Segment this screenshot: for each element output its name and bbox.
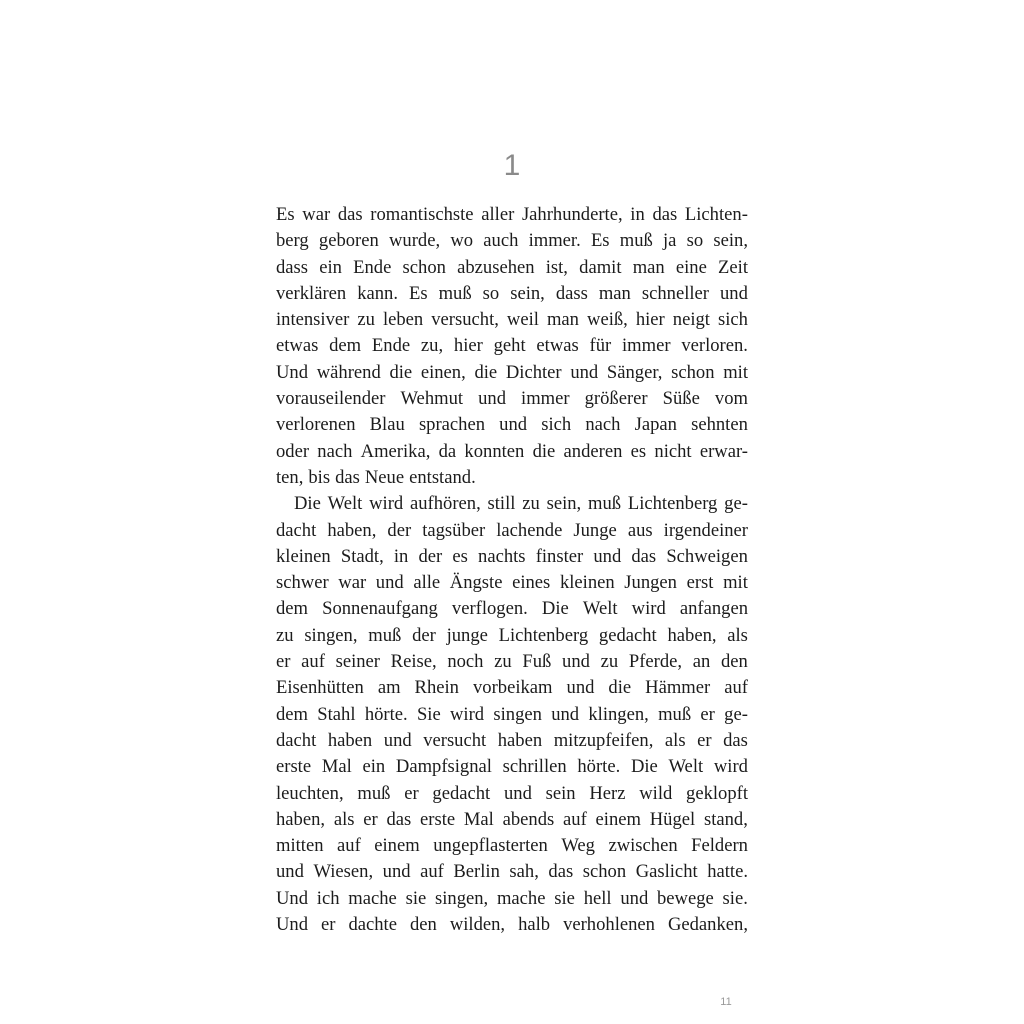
text-line: dacht haben und versucht haben mitzupfeifen, als er das bbox=[276, 729, 748, 751]
text-line: berg geboren wurde, wo auch immer. Es muß ja so sein, bbox=[276, 230, 748, 252]
text-line: zu singen, muß der junge Lichtenberg gedacht haben, als bbox=[276, 624, 748, 646]
text-line: dem Sonnenaufgang verflogen. Die Welt wird anfangen bbox=[276, 598, 748, 620]
text-line: mitten auf einem ungepflasterten Weg zwischen Feldern bbox=[276, 835, 748, 857]
page-number: 11 bbox=[720, 996, 732, 1008]
text-line: Und ich mache sie singen, mache sie hell und bewege sie. bbox=[276, 887, 748, 909]
text-line: dass ein Ende schon abzusehen ist, damit man eine Zeit bbox=[276, 256, 748, 278]
text-line: ten, bis das Neue entstand. bbox=[276, 466, 476, 488]
text-line: vorauseilender Wehmut und immer größerer Süße vom bbox=[276, 388, 748, 410]
text-line: und Wiesen, und auf Berlin sah, das schon Gaslicht hatte. bbox=[276, 861, 748, 883]
text-line: etwas dem Ende zu, hier geht etwas für immer verloren. bbox=[276, 335, 748, 357]
text-line: dem Stahl hörte. Sie wird singen und klingen, muß er ge- bbox=[276, 703, 748, 725]
text-line: Die Welt wird aufhören, still zu sein, muß Lichtenberg ge- bbox=[294, 493, 748, 515]
text-line: verklären kann. Es muß so sein, dass man schneller und bbox=[276, 282, 748, 304]
text-line: er auf seiner Reise, noch zu Fuß und zu Pferde, an den bbox=[276, 651, 748, 673]
paragraph-1 bbox=[276, 202, 748, 491]
text-line: Und während die einen, die Dichter und Sänger, schon mit bbox=[276, 361, 748, 383]
chapter-number: 1 bbox=[503, 149, 521, 182]
text-line: intensiver zu leben versucht, weil man weiß, hier neigt sich bbox=[276, 309, 748, 331]
text-line: oder nach Amerika, da konnten die anderen es nicht erwar- bbox=[276, 440, 748, 462]
text-line: leuchten, muß er gedacht und sein Herz wild geklopft bbox=[276, 782, 748, 804]
text-line: schwer war und alle Ängste eines kleinen Jungen erst mit bbox=[276, 572, 748, 594]
text-line: haben, als er das erste Mal abends auf einem Hügel stand, bbox=[276, 808, 748, 830]
text-line: dacht haben, der tagsüber lachende Junge aus irgendeiner bbox=[276, 519, 748, 541]
text-line: erste Mal ein Dampfsignal schrillen hörte. Die Welt wird bbox=[276, 756, 748, 778]
text-line: Es war das romantischste aller Jahrhunderte, in das Lichten- bbox=[276, 204, 748, 225]
paragraph-2 bbox=[276, 491, 748, 938]
text-line: verlorenen Blau sprachen und sich nach Japan sehnten bbox=[276, 414, 748, 436]
text-line: Und er dachte den wilden, halb verhohlenen Gedanken, bbox=[276, 914, 748, 936]
text-line: Eisenhütten am Rhein vorbeikam und die Hämmer auf bbox=[276, 677, 748, 699]
text-line: kleinen Stadt, in der es nachts finster und das Schweigen bbox=[276, 545, 748, 567]
body-text bbox=[276, 202, 748, 938]
